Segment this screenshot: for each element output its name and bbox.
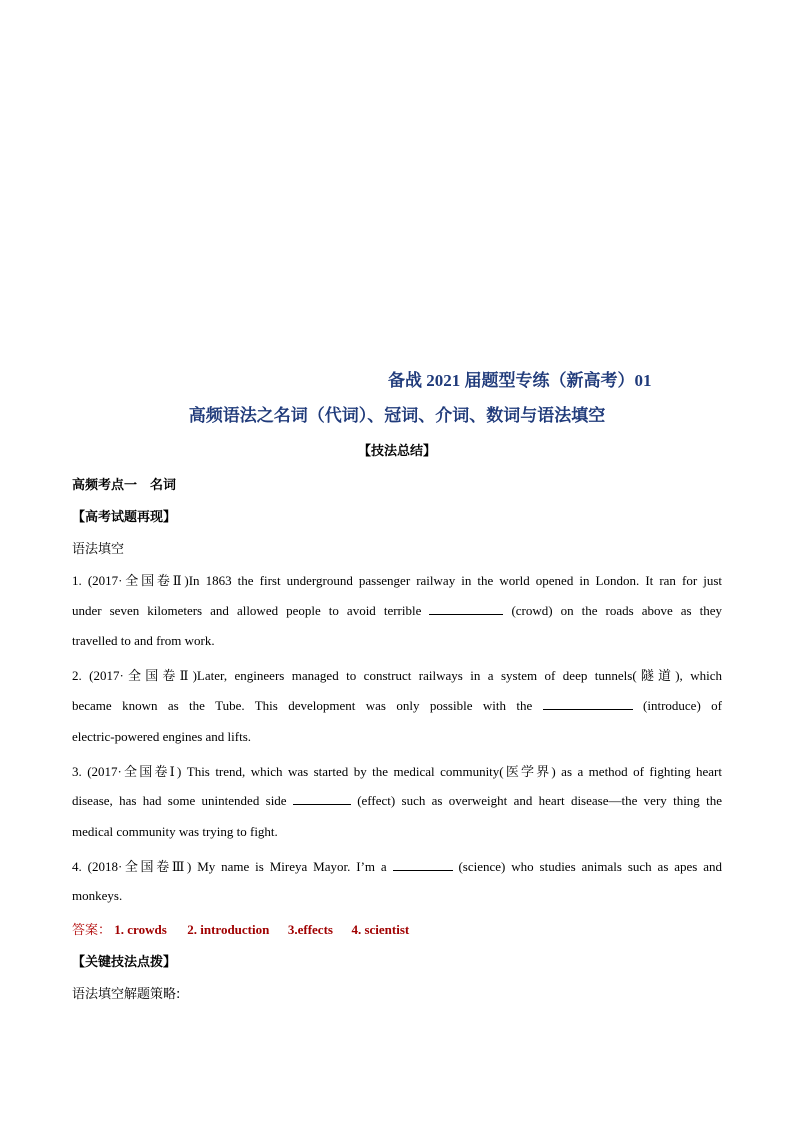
answer-blank[interactable] <box>293 792 351 805</box>
answer-blank[interactable] <box>393 858 453 871</box>
answer-label: 答案： <box>72 923 112 938</box>
section-heading: 【技法总结】 <box>357 444 436 459</box>
answer-3: 3.effects <box>287 922 333 937</box>
question-3-line-3: medical community was trying to fight. <box>72 824 278 839</box>
question-1-line-2 <box>72 602 722 619</box>
document-title: 备战 2021 届题型专练（新高考）01 <box>388 371 652 390</box>
answer-2: 2. introduction <box>187 922 270 937</box>
exam-heading: 【高考试题再现】 <box>72 510 177 525</box>
question-4-text: 4. (2018·全国卷Ⅲ) My name is Mireya Mayor. I’m a <box>72 859 387 874</box>
kaodian-heading: 高频考点一 名词 <box>72 478 177 493</box>
question-1-line-3: travelled to and from work. <box>72 633 215 648</box>
question-2-text: became known as the Tube. This development was only possible with the <box>72 698 533 713</box>
question-1-line-1: 1. (2017·全国卷Ⅱ)In 1863 the first underground passenger railway in the world opened in London. It ran for just <box>72 573 722 588</box>
exercise-type: 语法填空 <box>72 542 125 557</box>
question-4-hint: (science) who studies animals such as apes and <box>458 859 723 874</box>
question-1-text: under seven kilometers and allowed people to avoid terrible <box>72 603 422 618</box>
question-2-line-3: electric-powered engines and lifts. <box>72 729 252 744</box>
question-4-line-2: monkeys. <box>72 888 123 903</box>
question-3-hint: (effect) such as overweight and heart disease—the very thing the <box>357 793 722 808</box>
answer-key <box>72 919 409 938</box>
question-3-line-2 <box>72 792 722 809</box>
question-4-line-1 <box>72 856 722 875</box>
answer-blank[interactable] <box>543 697 633 710</box>
question-2-line-2 <box>72 697 722 714</box>
question-3-line-1: 3. (2017·全国卷Ⅰ) This trend, which was started by the medical community(医学界) as a method of fighting heart <box>72 764 722 779</box>
document-subtitle: 高频语法之名词（代词）、冠词、介词、数词与语法填空 <box>188 406 606 425</box>
question-1-hint: (crowd) on the roads above as they <box>511 603 723 618</box>
strategy-heading: 【关键技法点拨】 <box>72 955 177 970</box>
answer-blank[interactable] <box>429 602 503 615</box>
question-2-hint: (introduce) of <box>643 698 722 713</box>
answer-4: 4. scientist <box>351 922 410 937</box>
question-3-text: disease, has had some unintended side <box>72 793 287 808</box>
answer-1: 1. crowds <box>114 922 167 937</box>
strategy-intro: 语法填空解题策略: <box>72 987 181 1002</box>
question-2-line-1: 2. (2017·全国卷Ⅱ)Later, engineers managed to construct railways in a system of deep tunnels(隧道), which <box>72 668 722 683</box>
